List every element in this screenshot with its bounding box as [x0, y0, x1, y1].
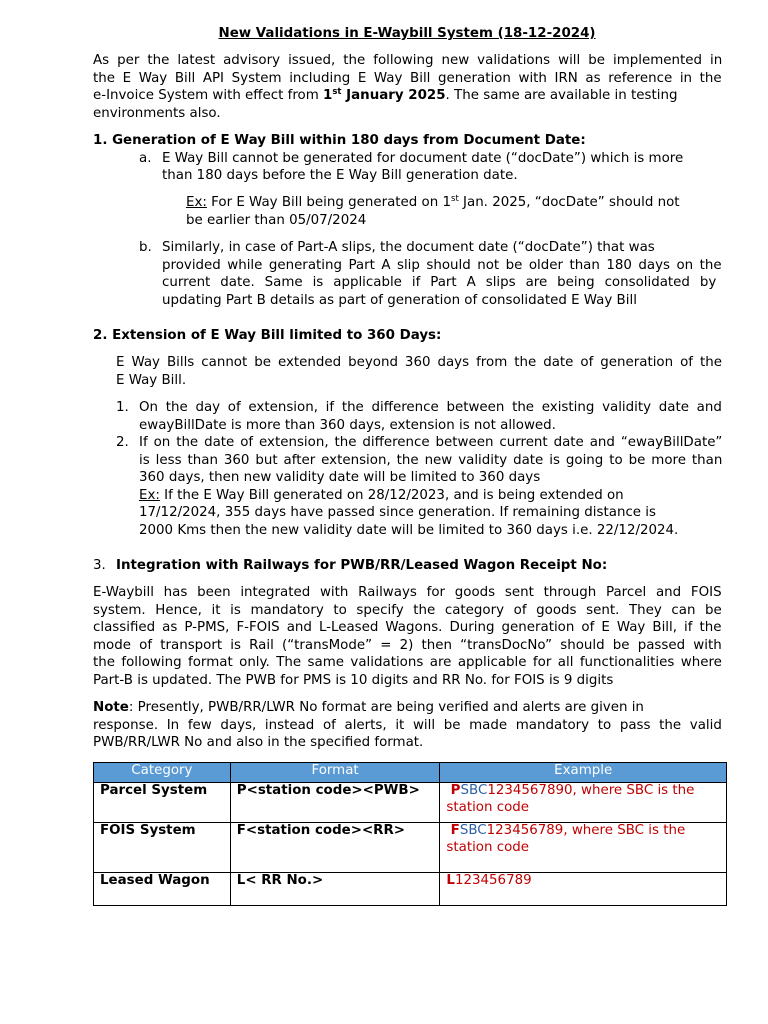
note-line: response. In few days, instead of alerts, it will be made mandatory to pass the valid [93, 718, 722, 733]
section-3-number: 3. [93, 558, 106, 573]
rail-format-table [93, 762, 727, 906]
example-label: Ex: [186, 195, 207, 210]
example-suffix: st [451, 194, 459, 204]
intro-text: . The same are available in testing [445, 88, 678, 103]
note-label: Note [93, 700, 129, 715]
example-value: 123456789, where SBC is the [486, 823, 686, 838]
intro-line: As per the latest advisory issued, the following new validations will be implemented in [93, 53, 723, 68]
table-row [94, 873, 727, 906]
item-2-line: is less than 360 but after extension, the new validity date is going to be more than [139, 453, 723, 468]
example-station-code: SBC [459, 823, 487, 838]
intro-line: environments also. [93, 106, 221, 121]
example-prefix: P [450, 783, 461, 798]
item-a-line: than 180 days before the E Way Bill generation date. [162, 168, 518, 183]
intro-line [93, 87, 677, 105]
example-prefix: F [450, 823, 460, 838]
table-cell-example [440, 873, 727, 906]
item-b-line: updating Part B details as part of generation of consolidated E Way Bill [162, 293, 637, 308]
item-b-line: current date. Same is applicable if Part A slips are being consolidated by [162, 275, 717, 290]
intro-line: the E Way Bill API System including E Way Bill generation with IRN as reference in the [93, 71, 722, 86]
example-text: If the E Way Bill generated on 28/12/2023, and is being extended on [159, 488, 624, 503]
example-value: station code [446, 799, 530, 815]
example-line [186, 194, 680, 212]
table-cell-example [440, 783, 727, 823]
example-prefix: L [446, 873, 455, 888]
example-text: For E Way Bill being generated on 1 [206, 195, 452, 210]
table-header-cell: Format [230, 763, 440, 783]
intro-date: 1 [323, 88, 333, 103]
example-line: 17/12/2024, 355 days have passed since generation. If remaining distance is [139, 505, 656, 520]
example-station-code: SBC [460, 783, 488, 798]
table-row [94, 783, 727, 823]
item-2-line: If on the date of extension, the difference between current date and “ewayBillDate” [139, 435, 723, 450]
table-header-row [94, 763, 727, 783]
table-header-cell: Category [94, 763, 231, 783]
section-2-text: E Way Bills cannot be extended beyond 360 days from the date of generation of the [116, 355, 722, 370]
note-line [93, 699, 644, 717]
section-2-text: E Way Bill. [116, 373, 187, 388]
example-value: 123456789 [454, 873, 532, 888]
item-b-line: provided while generating Part A slip should not be older than 180 days on the [162, 258, 722, 273]
example-label: Ex: [139, 488, 160, 503]
table-header-cell: Example [440, 763, 727, 783]
section-3-heading: Integration with Railways for PWB/RR/Leased Wagon Receipt No: [116, 558, 608, 573]
example-line [139, 487, 624, 505]
table-cell-format: L< RR No.> [230, 873, 440, 906]
intro-date-suffix: st [332, 87, 342, 97]
list-label-a: a. [139, 151, 152, 166]
section-1-heading: 1. Generation of E Way Bill within 180 days from Document Date: [93, 133, 586, 148]
item-b-line: Similarly, in case of Part-A slips, the document date (“docDate”) that was [162, 240, 655, 255]
item-1-line: ewayBillDate is more than 360 days, extension is not allowed. [139, 418, 556, 433]
item-2-line: 360 days, then new validity date will be limited to 360 days [139, 470, 541, 485]
table-cell-category: Parcel System [94, 783, 231, 823]
list-label-1: 1. [116, 400, 129, 415]
section-3-text: Part-B is updated. The PWB for PMS is 10 digits and RR No. for FOIS is 9 digits [93, 673, 614, 688]
page-title: New Validations in E-Waybill System (18-12-2024) [218, 26, 596, 41]
section-3-text: mode of transport is Rail (“transMode” = 2) then “transDocNo” should be passed with [93, 638, 722, 653]
item-1-line: On the day of extension, if the difference between the existing validity date and [139, 400, 722, 415]
list-label-2: 2. [116, 435, 129, 450]
intro-date-month: January 2025 [341, 88, 446, 103]
section-3-text: the following format only. The same validations are applicable for all functionalities where [93, 655, 722, 670]
example-value: station code [446, 839, 530, 855]
example-text: Jan. 2025, “docDate” should not [458, 195, 680, 210]
table-cell-category: Leased Wagon [94, 873, 231, 906]
section-3-text: system. Hence, it is mandatory to specify the category of goods sent. They can be [93, 603, 722, 618]
table-row [94, 823, 727, 873]
table-cell-example [440, 823, 727, 873]
section-3-text: classified as P-PMS, F-FOIS and L-Leased Wagons. During generation of E Way Bill, if the [93, 620, 722, 635]
table-cell-format: F<station code><RR> [230, 823, 440, 873]
table-cell-category: FOIS System [94, 823, 231, 873]
table-cell-format: P<station code><PWB> [230, 783, 440, 823]
list-label-b: b. [139, 240, 152, 255]
example-line: 2000 Kms then the new validity date will be limited to 360 days i.e. 22/12/2024. [139, 523, 679, 538]
item-a-line: E Way Bill cannot be generated for document date (“docDate”) which is more [162, 151, 684, 166]
note-text: : Presently, PWB/RR/LWR No format are being verified and alerts are given in [128, 700, 644, 715]
intro-text: e-Invoice System with effect from [93, 88, 324, 103]
section-2-heading: 2. Extension of E Way Bill limited to 360 Days: [93, 328, 442, 343]
example-value: 1234567890, where SBC is the [487, 783, 695, 798]
example-line: be earlier than 05/07/2024 [186, 213, 367, 228]
section-3-text: E-Waybill has been integrated with Railways for goods sent through Parcel and FOIS [93, 585, 722, 600]
note-line: PWB/RR/LWR No and also in the specified format. [93, 735, 424, 750]
